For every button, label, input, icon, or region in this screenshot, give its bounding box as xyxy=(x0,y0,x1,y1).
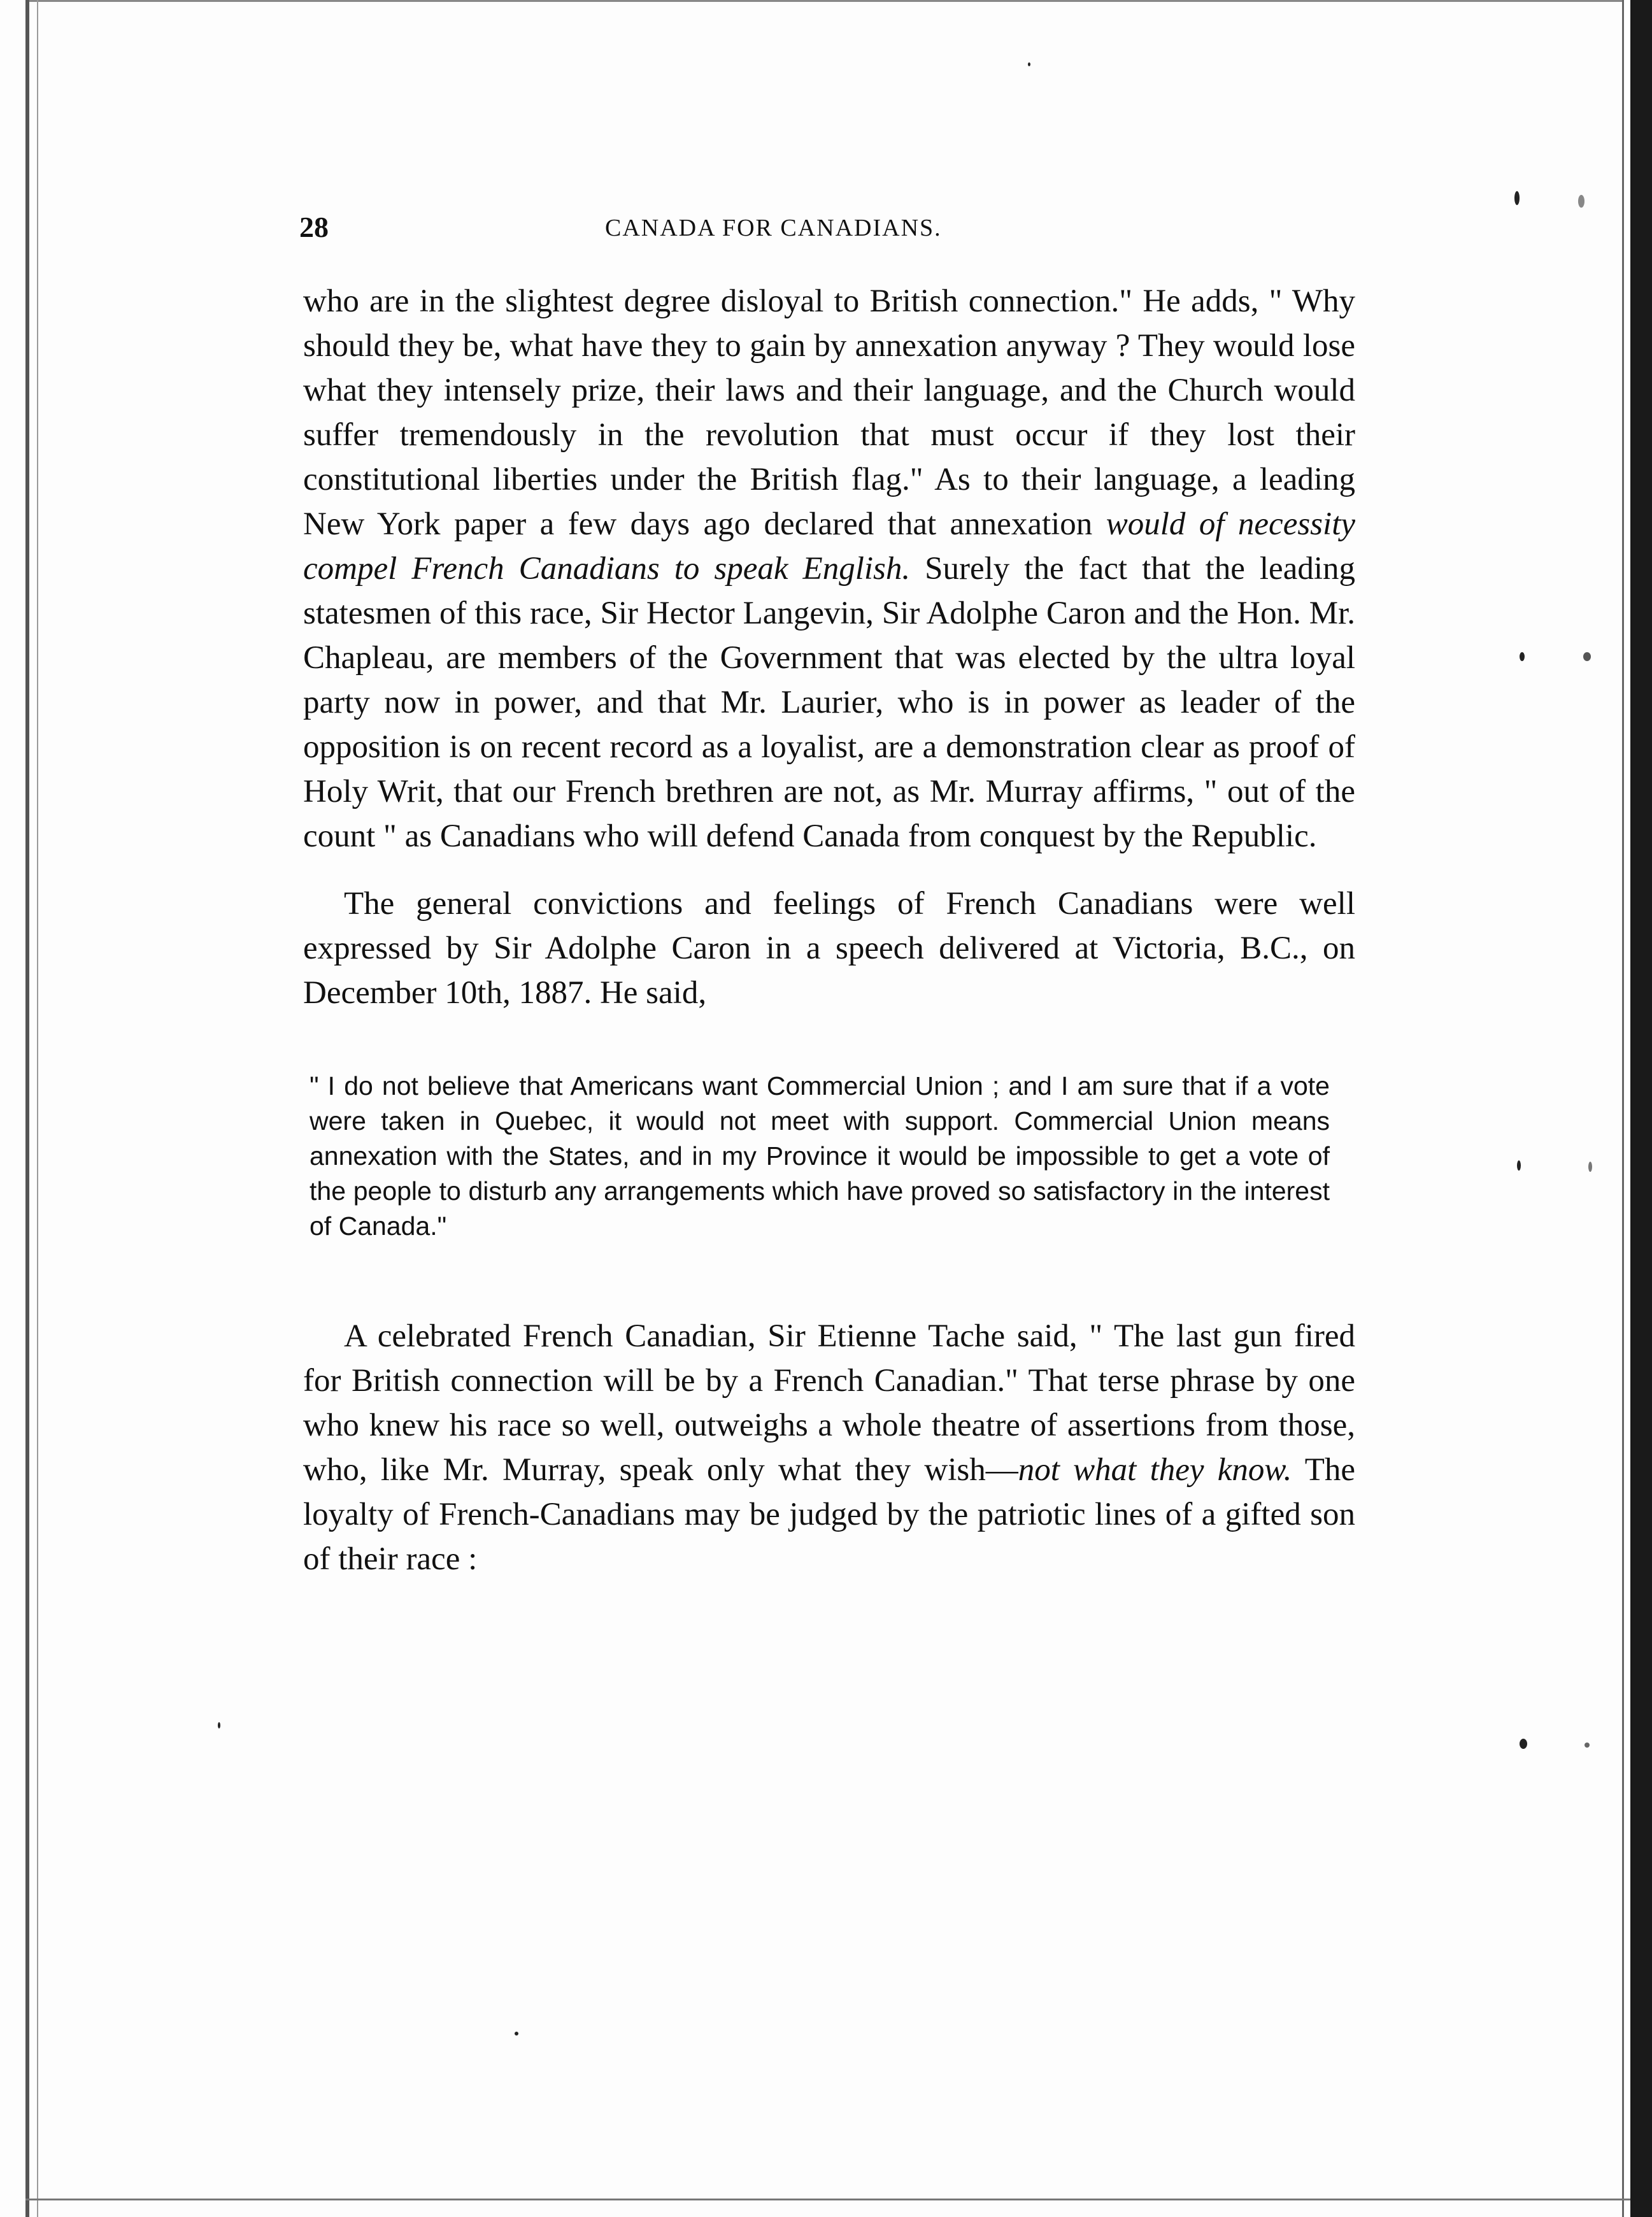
scan-edge-bottom xyxy=(25,2199,1630,2200)
margin-speck xyxy=(1517,1160,1521,1171)
margin-speck xyxy=(1584,1743,1590,1748)
paragraph-text: The loyalty of French-Canadians may be judged by the patriotic lines of a gifted son of their race : xyxy=(303,1452,1356,1577)
margin-speck xyxy=(1588,1162,1592,1172)
italic-phrase: not what they know. xyxy=(1018,1452,1292,1488)
paragraph-text: Surely the fact that the leading statesmen of this race, Sir Hector Langevin, Sir Adolphe Caron and the Hon. Mr. Chapleau, are members of the Government that was elected by the ultra loyal party now in power, and that Mr. Laurier, who is in power as leader of the opposition is on recent record as a loyalist, are a demonstration clear as proof of Holy Writ, that our French brethren are not, as Mr. Murray affirms, " out of the count " as Canadians who will defend Canada from conquest by the Republic. xyxy=(303,551,1355,854)
paragraph-text: who are in the slightest degree disloyal to British connection." He adds, " Why should they be, what have they to gain by annexation anyway ? They would lose what they intensely prize, their laws and their language, and the Church would suffer tremendously in the revolution that must occur if they lost their constitutional liberties under the British flag." As to their language, a leading New York paper a few days ago declared that annexation xyxy=(303,283,1355,542)
page-header xyxy=(299,210,1356,248)
italic-phrase: would of necessity compel French Canadians to speak English. xyxy=(303,506,1355,587)
scan-edge-right xyxy=(1630,0,1652,2217)
margin-speck xyxy=(1028,62,1030,66)
page-body xyxy=(303,279,1355,1581)
scan-edge-left xyxy=(25,0,29,2217)
page-number: 28 xyxy=(299,211,329,243)
scan-edge-left-inner xyxy=(37,0,38,2217)
scan-edge-right-gap xyxy=(1624,0,1630,2217)
paragraph-continued xyxy=(303,279,1355,859)
running-head: CANADA FOR CANADIANS. xyxy=(605,215,942,241)
paragraph-text: A celebrated French Canadian, Sir Etienne Tache said, " The last gun fired for British connection will be by a French Canadian." That terse phrase by one who knew his race so well, outweighs a whole theatre of assertions from those, who, like Mr. Murray, speak only what they wish— xyxy=(303,1318,1355,1488)
margin-speck xyxy=(218,1722,220,1729)
margin-speck xyxy=(1583,652,1591,661)
margin-speck xyxy=(1520,652,1525,661)
margin-speck xyxy=(1520,1739,1527,1749)
margin-speck xyxy=(515,2032,518,2035)
margin-speck xyxy=(1514,191,1520,205)
margin-speck xyxy=(1578,195,1584,208)
block-quote: " I do not believe that Americans want Commercial Union ; and I am sure that if a vote were taken in Quebec, it would not meet with support. Commercial Union means annexation with the States, and in my Province it would be impossible to get a vote of the people to disturb any arrangements which have proved so satisfactory in the interest of Canada." xyxy=(310,1071,1330,1241)
paragraph xyxy=(303,1314,1355,1581)
scan-edge-top xyxy=(25,0,1630,2)
paragraph: The general convictions and feelings of French Canadians were well expressed by Sir Adolphe Caron in a speech delivered at Victoria, B.C., on December 10th, 1887. He said, xyxy=(303,886,1355,1011)
